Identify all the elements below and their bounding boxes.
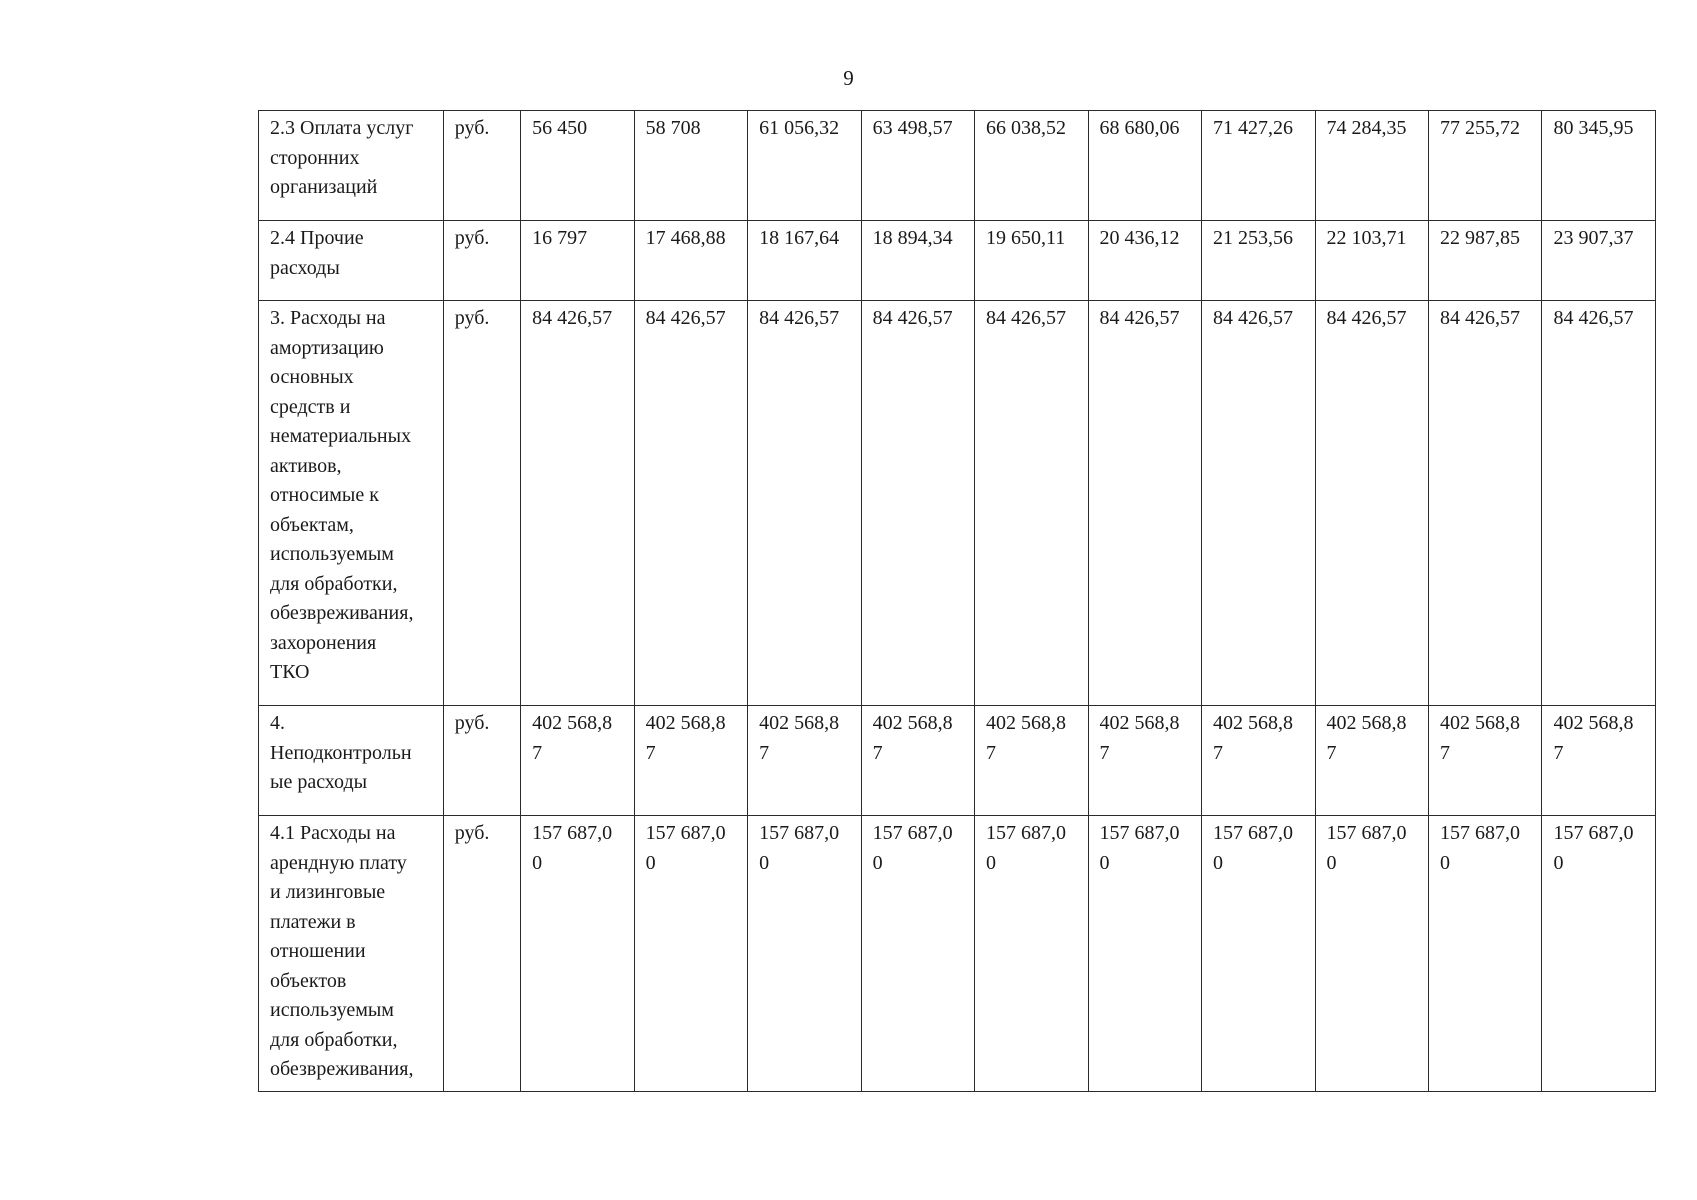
row-label-line: активов,: [270, 454, 342, 477]
row-label-line: основных: [270, 366, 354, 388]
value-cell: [1542, 301, 1656, 706]
value-line: 74 284,35: [1326, 117, 1407, 139]
row-label-line: нематериальных: [270, 425, 412, 447]
value-cell: [1202, 221, 1315, 301]
value-line: 0: [1099, 851, 1110, 874]
row-label-line: платежи в: [270, 910, 356, 933]
value-line: 18 894,34: [872, 227, 953, 249]
row-label-cell: [259, 301, 444, 706]
value-line: 16 797: [532, 227, 588, 249]
value-line: 0: [1213, 851, 1224, 874]
value-line: 20 436,12: [1099, 227, 1180, 249]
value-cell: [521, 706, 634, 816]
table-row: [259, 301, 1656, 706]
value-cell: [1088, 111, 1201, 221]
row-label-cell: [259, 221, 444, 301]
value-cell: [1428, 816, 1541, 1092]
value-line: 7: [986, 741, 997, 764]
value-cell: [634, 706, 747, 816]
value-line: 157 687,0: [986, 822, 1067, 844]
value-line: 7: [532, 741, 543, 764]
value-cell: [521, 301, 634, 706]
row-label-line: и лизинговые: [270, 881, 386, 903]
value-line: 402 568,8: [759, 712, 840, 734]
value-cell: [1542, 111, 1656, 221]
value-cell: [861, 706, 974, 816]
row-label-line: расходы: [270, 256, 340, 279]
row-label-cell: [259, 706, 444, 816]
value-line: 56 450: [532, 117, 588, 139]
table-row: [259, 816, 1656, 1092]
unit-cell: руб.: [443, 816, 520, 1092]
value-line: 58 708: [645, 117, 701, 139]
value-cell: [634, 816, 747, 1092]
value-cell: [521, 221, 634, 301]
value-cell: [1428, 221, 1541, 301]
row-label-line: объектам,: [270, 513, 354, 536]
value-line: 157 687,0: [1439, 822, 1520, 844]
value-cell: [861, 816, 974, 1092]
value-line: 84 426,57: [872, 307, 953, 329]
value-line: 7: [645, 741, 656, 764]
value-line: 0: [1439, 851, 1450, 874]
row-label-line: используемым: [270, 543, 394, 565]
value-cell: [1202, 301, 1315, 706]
value-cell: [1315, 301, 1428, 706]
table-row: [259, 706, 1656, 816]
value-cell: [975, 706, 1088, 816]
value-line: 17 468,88: [645, 227, 726, 249]
value-line: 0: [1326, 851, 1337, 874]
value-line: 157 687,0: [645, 822, 726, 844]
value-line: 157 687,0: [1099, 822, 1180, 844]
value-line: 19 650,11: [986, 227, 1066, 249]
value-cell: [748, 301, 861, 706]
value-line: 402 568,8: [1439, 712, 1520, 734]
row-label-line: для обработки,: [270, 1028, 398, 1051]
value-line: 402 568,8: [1213, 712, 1294, 734]
value-line: 402 568,8: [872, 712, 953, 734]
table-row: [259, 111, 1656, 221]
value-cell: [1202, 111, 1315, 221]
unit-cell: руб.: [443, 301, 520, 706]
value-line: 0: [986, 851, 997, 874]
value-line: 84 426,57: [759, 307, 840, 329]
value-cell: [1088, 706, 1201, 816]
row-label-line: 4.: [270, 712, 285, 734]
table-body: [259, 111, 1656, 1092]
value-line: 84 426,57: [645, 307, 726, 329]
value-cell: [748, 111, 861, 221]
value-line: 7: [1439, 741, 1450, 764]
value-line: 66 038,52: [986, 117, 1067, 139]
value-cell: [1428, 301, 1541, 706]
value-cell: [521, 111, 634, 221]
value-line: 0: [759, 851, 770, 874]
value-line: 84 426,57: [1213, 307, 1294, 329]
value-line: 7: [1553, 741, 1564, 764]
value-line: 402 568,8: [986, 712, 1067, 734]
row-label-line: используемым: [270, 999, 394, 1021]
value-line: 7: [1326, 741, 1337, 764]
value-line: 157 687,0: [1326, 822, 1407, 844]
value-cell: [1088, 221, 1201, 301]
row-label-cell: [259, 111, 444, 221]
value-cell: [1542, 221, 1656, 301]
value-line: 22 103,71: [1326, 227, 1407, 249]
value-cell: [975, 111, 1088, 221]
value-line: 7: [759, 741, 770, 764]
row-label-line: 2.4 Прочие: [270, 227, 364, 249]
value-line: 0: [872, 851, 883, 874]
row-label-line: обезвреживания,: [270, 602, 414, 624]
row-label-line: арендную плату: [270, 851, 407, 874]
page-number: 9: [843, 66, 854, 90]
row-label-line: объектов: [270, 969, 347, 992]
value-line: 23 907,37: [1553, 227, 1634, 249]
value-line: 63 498,57: [872, 117, 953, 139]
unit-cell: руб.: [443, 706, 520, 816]
value-line: 402 568,8: [1326, 712, 1407, 734]
row-label-line: захоронения: [270, 631, 377, 654]
value-line: 71 427,26: [1213, 117, 1294, 139]
value-line: 68 680,06: [1099, 117, 1180, 139]
value-line: 7: [1099, 741, 1110, 764]
value-line: 0: [645, 851, 656, 874]
value-cell: [861, 301, 974, 706]
value-line: 402 568,8: [532, 712, 613, 734]
expenses-table: [258, 110, 1656, 1092]
row-label-line: отношении: [270, 940, 366, 962]
value-line: 157 687,0: [872, 822, 953, 844]
value-line: 7: [1213, 741, 1224, 764]
value-line: 84 426,57: [1439, 307, 1520, 329]
value-line: 84 426,57: [1553, 307, 1634, 329]
value-cell: [975, 221, 1088, 301]
value-line: 21 253,56: [1213, 227, 1294, 249]
row-label-line: для обработки,: [270, 572, 398, 595]
value-line: 402 568,8: [1553, 712, 1634, 734]
value-cell: [1202, 706, 1315, 816]
row-label-line: амортизацию: [270, 336, 384, 359]
value-cell: [634, 221, 747, 301]
value-cell: [1428, 111, 1541, 221]
row-label-line: организаций: [270, 176, 378, 198]
value-cell: [634, 301, 747, 706]
value-cell: [1315, 816, 1428, 1092]
value-cell: [1315, 221, 1428, 301]
row-label-line: 3. Расходы на: [270, 307, 386, 329]
value-line: 157 687,0: [532, 822, 613, 844]
value-line: 84 426,57: [1326, 307, 1407, 329]
value-line: 80 345,95: [1553, 117, 1634, 139]
value-line: 157 687,0: [759, 822, 840, 844]
value-cell: [1315, 111, 1428, 221]
value-line: 22 987,85: [1439, 227, 1520, 249]
value-line: 7: [872, 741, 883, 764]
value-cell: [975, 816, 1088, 1092]
value-cell: [861, 221, 974, 301]
value-line: 0: [1553, 851, 1564, 874]
value-line: 84 426,57: [986, 307, 1067, 329]
row-label-line: ые расходы: [270, 771, 368, 793]
value-cell: [634, 111, 747, 221]
value-line: 84 426,57: [1099, 307, 1180, 329]
value-cell: [748, 706, 861, 816]
row-label-line: Неподконтрольн: [270, 741, 412, 764]
value-cell: [1088, 816, 1201, 1092]
row-label-cell: [259, 816, 444, 1092]
row-label-line: обезвреживания,: [270, 1058, 414, 1080]
value-cell: [1202, 816, 1315, 1092]
value-line: 157 687,0: [1553, 822, 1634, 844]
value-line: 84 426,57: [532, 307, 613, 329]
value-cell: [1088, 301, 1201, 706]
value-cell: [1542, 706, 1656, 816]
unit-cell: руб.: [443, 111, 520, 221]
value-cell: [521, 816, 634, 1092]
value-line: 61 056,32: [759, 117, 840, 139]
value-cell: [748, 816, 861, 1092]
table-row: [259, 221, 1656, 301]
value-line: 0: [532, 851, 543, 874]
row-label-line: 2.3 Оплата услуг: [270, 117, 414, 139]
value-line: 157 687,0: [1213, 822, 1294, 844]
value-line: 402 568,8: [645, 712, 726, 734]
unit-cell: руб.: [443, 221, 520, 301]
row-label-line: относимые к: [270, 484, 379, 506]
value-cell: [861, 111, 974, 221]
value-cell: [1315, 706, 1428, 816]
value-cell: [1428, 706, 1541, 816]
value-line: 402 568,8: [1099, 712, 1180, 734]
value-cell: [1542, 816, 1656, 1092]
row-label-line: ТКО: [270, 661, 310, 683]
row-label-line: средств и: [270, 395, 351, 418]
row-label-line: 4.1 Расходы на: [270, 822, 396, 844]
value-line: 18 167,64: [759, 227, 840, 249]
value-cell: [748, 221, 861, 301]
value-cell: [975, 301, 1088, 706]
value-line: 77 255,72: [1439, 117, 1520, 139]
row-label-line: сторонних: [270, 146, 360, 169]
